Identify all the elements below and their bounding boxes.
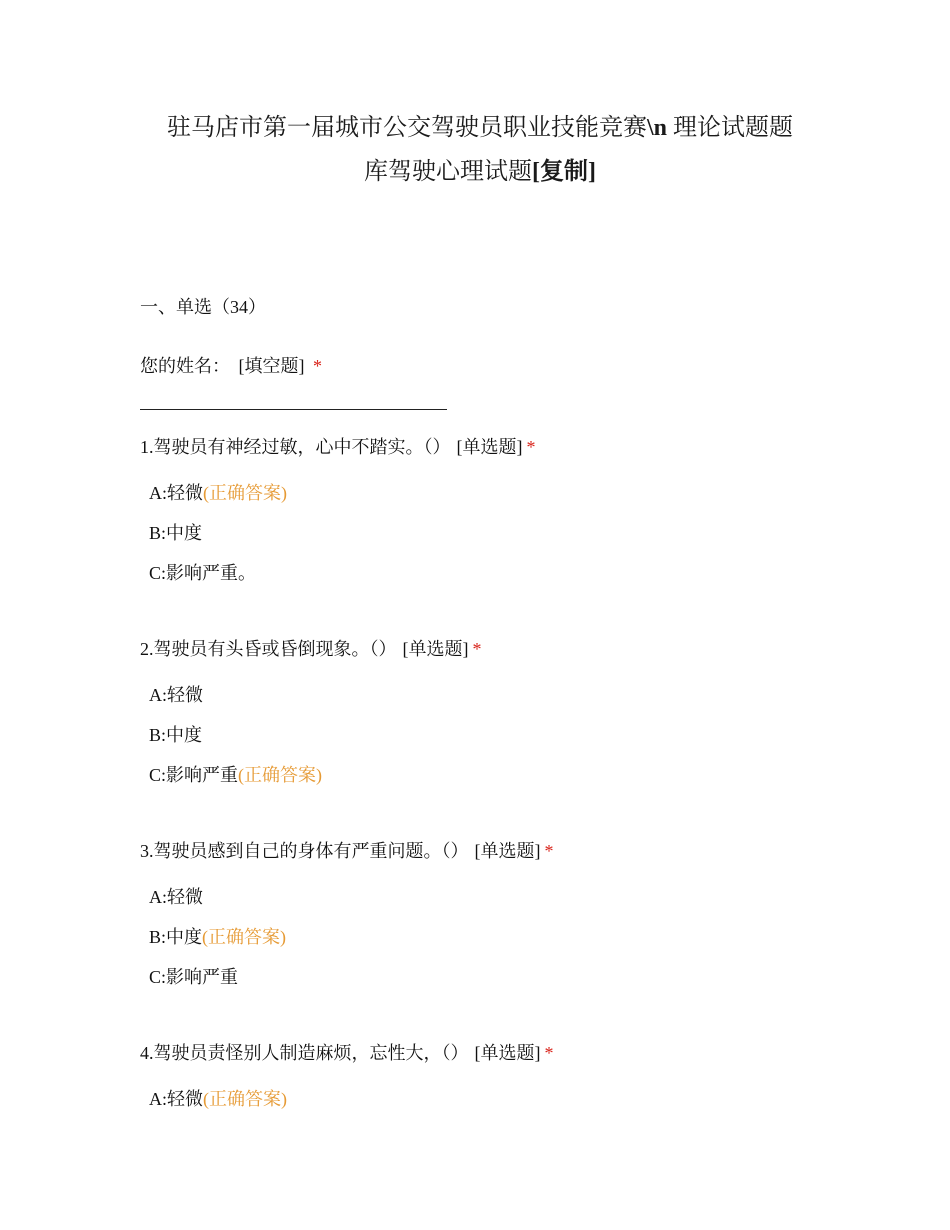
option-list [140,480,840,586]
question-3 [140,838,840,990]
option-text: A:轻微 [149,887,203,907]
question-4 [140,1040,840,1112]
option-text: C:影响严重。 [149,563,257,583]
option-text: A:轻微 [149,1089,203,1109]
correct-answer-marker: (正确答案) [202,927,287,947]
title-line-1-text: 驻马店市第一届城市公交驾驶员职业技能竞赛 [166,115,647,141]
option-c[interactable] [149,964,840,990]
option-c[interactable] [149,762,840,788]
option-a[interactable] [149,884,840,910]
question-type: [单选题] [474,1043,541,1063]
option-b[interactable] [149,924,840,950]
option-text: C:影响严重 [149,765,239,785]
required-mark: * [472,639,482,659]
name-question-type: [填空题] [238,356,305,376]
required-mark: * [544,1043,554,1063]
option-list [140,884,840,990]
name-question-label: 您的姓名： [140,356,230,376]
required-mark: * [313,356,322,376]
option-text: A:轻微 [149,483,203,503]
question-stem [140,434,840,460]
option-a[interactable] [149,480,840,506]
required-mark: * [526,437,536,457]
title-line-1-suffix: 理论试题题 [667,115,793,141]
question-text: 4.驾驶员责怪别人制造麻烦，忘性大，（） [140,1043,469,1063]
question-text: 2.驾驶员有头昏或昏倒现象。（） [140,639,397,659]
option-b[interactable] [149,722,840,748]
option-a[interactable] [149,1086,840,1112]
option-list [140,682,840,788]
option-text: A:轻微 [149,685,203,705]
title-line-1 [140,106,820,150]
option-a[interactable] [149,682,840,708]
option-text: B:中度 [149,927,203,947]
correct-answer-marker: (正确答案) [238,765,323,785]
option-text: B:中度 [149,523,203,543]
option-b[interactable] [149,520,840,546]
title-line-2-text: 库驾驶心理试题 [364,159,532,185]
question-text: 3.驾驶员感到自己的身体有严重问题。（） [140,841,469,861]
name-question [140,353,322,379]
correct-answer-marker: (正确答案) [203,1089,287,1109]
section-heading: 一、单选（34） [140,297,266,317]
question-stem [140,1040,840,1066]
question-type: [单选题] [474,841,541,861]
title-line-1-bold: \n [646,115,667,141]
question-stem [140,636,840,662]
question-type: [单选题] [402,639,469,659]
option-text: C:影响严重 [149,967,239,987]
question-1 [140,434,840,586]
question-type: [单选题] [456,437,523,457]
option-list [140,1086,840,1112]
option-c[interactable] [149,560,840,586]
title-line-2 [140,150,820,194]
correct-answer-marker: (正确答案) [203,483,287,503]
option-text: B:中度 [149,725,203,745]
question-stem [140,838,840,864]
title-copy-tag: [复制] [532,159,596,185]
question-2 [140,636,840,788]
question-text: 1.驾驶员有神经过敏，心中不踏实。（） [140,437,451,457]
name-answer-line[interactable] [140,409,447,410]
page-title [140,106,820,194]
required-mark: * [544,841,554,861]
